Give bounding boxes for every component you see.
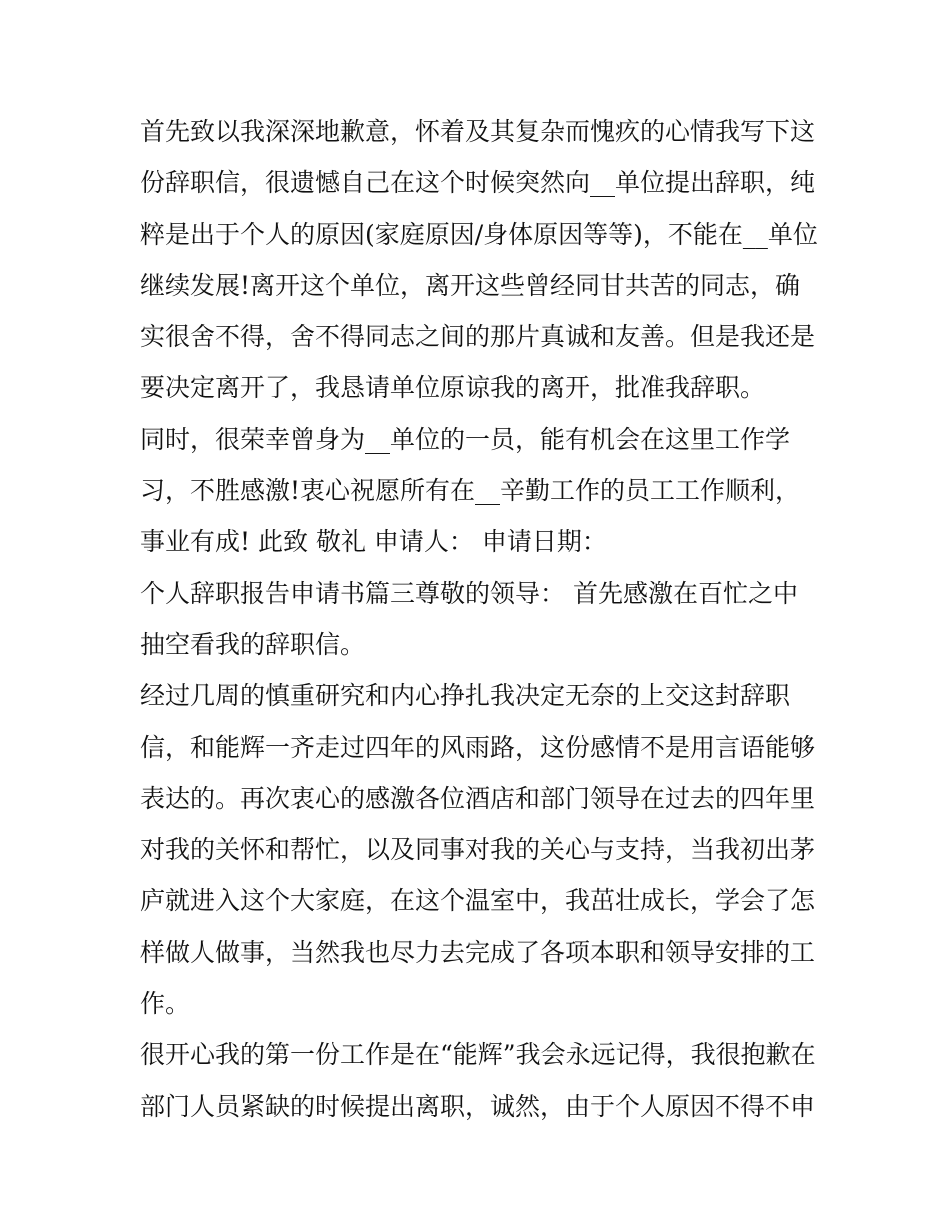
text-line: 作。: [140, 989, 191, 1019]
text-line: 实很舍不得，舍不得同志之间的那片真诚和友善。但是我还是: [140, 322, 816, 352]
text-line: 个人辞职报告申请书篇三尊敬的领导： 首先感激在百忙之中: [140, 578, 798, 608]
text-line: 继续发展!离开这个单位，离开这些曾经同甘共苦的同志，确: [140, 270, 801, 300]
text-line: 对我的关怀和帮忙，以及同事对我的关心与支持，当我初出茅: [140, 835, 816, 865]
text-line: 要决定离开了，我恳请单位原谅我的离开，批准我辞职。: [140, 373, 766, 403]
text-line: 样做人做事，当然我也尽力去完成了各项本职和领导安排的工: [140, 937, 816, 967]
text-line: 很开心我的第一份工作是在“能辉”我会永远记得，我很抱歉在: [140, 1040, 816, 1070]
text-line: 表达的。再次衷心的感激各位酒店和部门领导在过去的四年里: [140, 783, 816, 813]
letter-body: [140, 106, 830, 1132]
text-line: 事业有成! 此致 敬礼 申请人： 申请日期：: [140, 527, 607, 557]
text-line: 信，和能辉一齐走过四年的风雨路，这份感情不是用言语能够: [140, 732, 816, 762]
text-line: 同时，很荣幸曾身为__单位的一员，能有机会在这里工作学: [140, 424, 791, 454]
text-line: 习，不胜感激!衷心祝愿所有在__辛勤工作的员工工作顺利，: [140, 476, 801, 506]
text-line: 抽空看我的辞职信。: [140, 629, 366, 659]
text-line: 粹是出于个人的原因(家庭原因/身体原因等等)，不能在__单位: [140, 219, 818, 249]
text-line: 首先致以我深深地歉意，怀着及其复杂而愧疚的心情我写下这: [140, 117, 816, 146]
text-line: 庐就进入这个大家庭，在这个温室中，我茁壮成长，学会了怎: [140, 886, 816, 916]
text-line: 部门人员紧缺的时候提出离职，诚然，由于个人原因不得不申: [140, 1091, 816, 1121]
text-line: 经过几周的慎重研究和内心挣扎我决定无奈的上交这封辞职: [140, 681, 791, 711]
text-line: 份辞职信，很遗憾自己在这个时候突然向__单位提出辞职，纯: [140, 168, 816, 198]
